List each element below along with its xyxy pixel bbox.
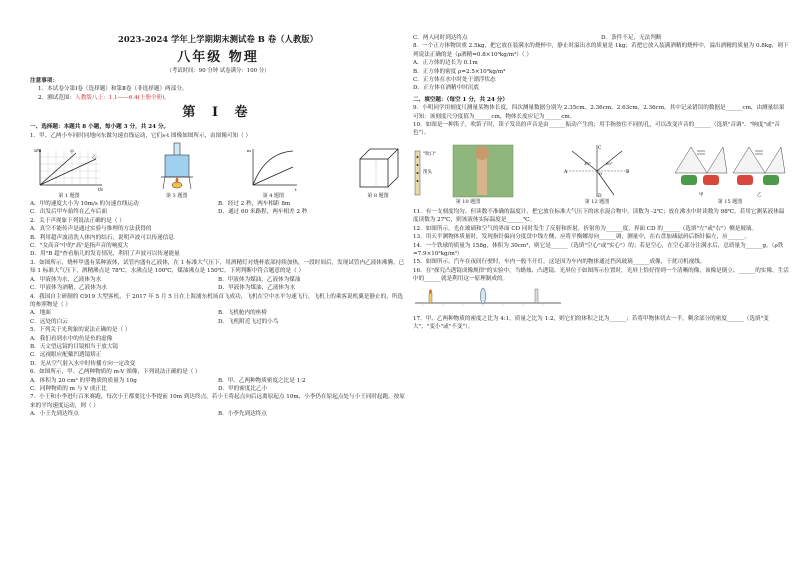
axis-m-label: m	[247, 148, 252, 154]
volume-title: 第 Ⅰ 卷	[182, 105, 254, 121]
note-2-scope: 人教版八上：1.1——6.4(上册全册)	[75, 94, 165, 101]
q6-option-b: B．甲、乙两种物质密度之比是 1:2	[218, 377, 306, 384]
light-screen	[535, 289, 538, 303]
figure-8-caption: 第 8 题图	[367, 193, 389, 200]
figure-row-2	[413, 140, 789, 206]
grade-title: 八年级 物理	[177, 50, 259, 65]
line-yi	[40, 159, 96, 185]
label-chuikou: "吹口"	[423, 151, 437, 157]
question-2: 2．关于声现象下列说法正确的是（ ）	[30, 217, 125, 224]
figure-4-caption: 第 4 题图	[262, 193, 284, 200]
scene-yi-label: 乙	[757, 192, 762, 198]
question-11: 11．有一支刻度均匀、但读数不准确的温度计，把它放在标准大气压下的冰水混合物中，读数为 -2℃；放在沸水中时读数为 98℃。若用它测某液体温度读数为 27℃，则该液体实际温度是______℃。	[413, 208, 785, 224]
q5-option-b: B．天文望远镜的目镜相当于放大镜	[30, 343, 119, 350]
q6-options-row-2	[30, 385, 406, 393]
question-6: 6．如图所示，甲、乙两种物质的 m-V 图像，下列说法正确的是（ ）	[30, 369, 201, 376]
question-5: 5．下列关于光现象的说法正确的是（ ）	[30, 327, 131, 334]
q7-options-row-1	[30, 410, 406, 418]
q1-options-row-2	[30, 208, 406, 216]
q7-options-row-2	[413, 34, 789, 42]
figure-4	[245, 145, 301, 200]
series-jia-label: 甲	[70, 149, 74, 155]
q1-options-row-1	[30, 200, 406, 208]
q4-options-row-1	[30, 309, 406, 317]
q6-option-a: A．体积为 20 cm³ 的甲物质的质量为 10g	[30, 377, 137, 384]
st-graph	[30, 145, 108, 193]
q3-option-b: B．甲液体为煤油，乙液体为煤油	[218, 276, 301, 283]
q3-options-row-1	[30, 276, 406, 284]
question-16: 16．在"探究凸透镜成像规律"的实验中，当蜡烛、凸透镜、光屏位于如图所示位置时，光屏上恰好得到一个清晰的像，该像是倒立、______的实像，生活中的______就是利用这一原理制成的。	[413, 267, 789, 283]
point-c: C	[598, 145, 602, 151]
figure-8	[350, 143, 406, 200]
scene-jia	[675, 147, 727, 198]
q2-option-a: A．真空不能传声是通过实验与推理的方法获得的	[30, 226, 152, 233]
q1-option-a: A．甲的速度大小为 10m/s 的匀速直线运动	[30, 201, 139, 208]
cube-drawing	[350, 143, 406, 193]
figure-12	[562, 143, 632, 206]
exam-meta: （考试时间：90 分钟 试卷满分：100 分）	[166, 68, 270, 74]
angle-30: 30°	[584, 160, 591, 166]
question-14: 14．一个铁球的质量为 158g，体积为 30cm³，则它是______（选填"空心"或"实心"）的；若是空心，在空心部分注满水后，总质量为______g。（ρ铁=7.9×10³kg/m³）	[413, 242, 784, 257]
question-7: 7．小王和小李进行百米赛跑，每次小王都要比小李提前 10m 到达终点，若小王将起点向后远离原起点 10m，小李仍在原起点处与小王同时起跑，按原来的平均速度运动，则（ ）	[30, 394, 405, 409]
q8-option-a: A．正方体的边长为 0.1m	[413, 60, 478, 67]
section-1-heading: 一、选择题：本题共 8 小题，每小题 3 分，共 24 分。	[30, 124, 170, 131]
label-ditou: 笛头	[423, 169, 432, 175]
question-8: 8．一个正方体物块重 2.5kg，把它放在装满水的烧杯中，静止时溢出水的质量是 1kg；若把它放入装满酒精的烧杯中，溢出酒精的质量为 0.8kg，则下列说法正确的是（ρ酒精=0.8×10³kg/m³）（ ）	[413, 43, 789, 58]
q2-option-b: B．利用超声波清洗人体内的结石，说明声波可以传递信息	[30, 234, 174, 241]
question-15: 15．如图所示，汽车在夜间行驶时，车内一般不开灯，这是因为车内的物体通过挡风玻璃______成像，干扰司机视线。	[413, 259, 706, 266]
question-1: 1．甲、乙两小车同时同地向东做匀速直线运动，它们s-t 图像如图所示，由图像可知（ ）	[30, 132, 252, 139]
figure-15-caption: 第 15 题图	[717, 198, 743, 205]
figure-3-caption: 第 3 题图	[165, 193, 188, 200]
q7-option-a: A．小王先到达终点	[30, 411, 79, 418]
lens-figure	[413, 287, 789, 312]
q5-option-a: A．我们看到水中的鱼是鱼的虚像	[30, 335, 113, 342]
right-column	[413, 34, 789, 332]
q7-option-c: C．两人同时到达终点	[413, 35, 468, 41]
exam-title: 2023-2024 学年上学期期末测试卷 B 卷（人教版）	[118, 34, 318, 44]
note-2	[30, 94, 406, 102]
q5-option-d: D．光从空气射入水中时传播方向一定改变	[30, 360, 136, 367]
q6-option-d: D．甲的密度比乙小	[218, 385, 268, 392]
figure-row-1	[30, 142, 406, 200]
note-2-suffix: 。	[164, 94, 171, 101]
question-10: 10．如图是一种笛子，吹笛子时，笛子发出的声音是由______振动产生的；用手指按住不同的孔，可以改变声音的______（选填"音调"、"响度"或"音色"）。	[413, 122, 780, 137]
question-17: 17．甲、乙两种物质的密度之比为 4:1，质量之比为 1:2，则它们的体积之比为______；若将甲物体切去一半，剩余部分的密度______（选填"变大"、"变小"或"不变"）。	[413, 315, 769, 331]
optical-bench	[413, 287, 563, 309]
q8-option-d: D．正方体在酒精中时沉底	[413, 85, 480, 92]
figure-3	[157, 141, 197, 200]
q5-option-c: C．远视眼应配戴凹透镜矫正	[30, 352, 102, 359]
line-jia	[40, 153, 76, 185]
q1-option-c: C．出发后甲车始终在乙车后面	[30, 209, 107, 216]
q3-option-d: D．甲液体为煤油，乙液体为水	[218, 285, 296, 292]
question-4: 4．我国自主研制的 C919 大型客机，于 2017 年 5 月 5 日在上海浦东机场首飞成功，飞机在空中水平匀速飞行，飞机上的乘客说机翼是静止的，所选的参照物是（ ）	[30, 293, 403, 308]
question-3: 3．如图所示，烧杯甲盛有某种液体，试管内盛有乙液体，在 1 标准大气压下，用酒精灯对烧杯底部持续加热，一段时间后，发现试管内乙液体沸腾。已知 1 标准大气压下，酒精沸点是 78℃，水沸点是 100℃，煤油沸点是 150℃。下列判断中符合题意的是（ ）	[30, 259, 405, 275]
q3-option-c: C．甲液体为酒精，乙液体为水	[30, 285, 107, 292]
axis-t-label: t/s	[98, 187, 103, 193]
point-d: D	[598, 193, 602, 199]
point-b: B	[626, 169, 630, 175]
q4-option-c: C．远处的白云	[30, 318, 68, 325]
section-2-heading: 二、填空题：（每空 1 分，共 24 分）	[413, 96, 508, 103]
q4-option-b: B．飞机舱内的座椅	[218, 310, 267, 317]
axis-t2-label: t	[295, 187, 297, 193]
figure-1	[30, 145, 108, 200]
convex-lens	[481, 288, 486, 304]
q7-option-b: B．小李先到达终点	[218, 411, 267, 418]
q2-option-d: D．用"B 超"查看胎儿的发育情况，利用了声波可以传递能量	[30, 251, 180, 258]
mv-graph	[245, 145, 301, 193]
note-2-prefix: 2．测试范围：	[38, 94, 76, 101]
question-13: 13．用天平测物体质量时，发现指针偏向分度盘中线左侧，应将平衡螺母向______调；测量中，在右盘加减砝码后指针偏左，应______。	[413, 234, 751, 241]
q8-option-c: C．正方体在水中时处于漂浮状态	[413, 77, 496, 84]
question-9: 9．小明同学用刻度尺测量某物体长度，四次测量数据分别为 2.35cm、2.36cm、2.63cm、2.36cm，其中记录错误的数据是______cm，由测量结果可知：该刻度尺分度值为______cm，物体长度应记为______cm。	[413, 105, 785, 120]
q2-option-c: C．"女高音"中的"高"是指声音的响度大	[30, 243, 129, 250]
figure-12-caption: 第 12 题图	[584, 198, 610, 205]
q6-options-row-1	[30, 377, 406, 385]
notes-heading: 注意事项：	[30, 78, 58, 84]
q3-option-a: A．甲液体为水，乙液体为水	[30, 276, 102, 283]
q3-options-row-2	[30, 284, 406, 292]
flute-figure	[413, 143, 523, 199]
q4-options-row-2	[30, 318, 406, 326]
scene-jia-label: 甲	[699, 192, 704, 198]
q8-option-b: B．正方体的密度 ρ=2.5×10³kg/m³	[413, 68, 506, 75]
point-a: A	[564, 169, 568, 175]
refraction-figure	[562, 143, 632, 199]
left-column	[30, 34, 406, 419]
angle-60: 60°	[606, 160, 613, 166]
figure-10-caption: 第 10 题图	[455, 198, 481, 205]
figure-15	[671, 143, 789, 206]
q1-option-d: D．通过 60 米路程，两车相差 2 秒	[218, 209, 308, 216]
point-o: O	[599, 170, 603, 176]
candle	[429, 293, 432, 303]
figure-10	[413, 143, 523, 206]
scene-yi	[733, 147, 785, 198]
q4-option-a: A．地面	[30, 310, 51, 317]
note-1: 1．本试卷分第Ⅰ卷（选择题）和第Ⅱ卷（非选择题）两部分。	[38, 86, 188, 93]
axis-s-label: s/m	[34, 148, 42, 154]
windshield-figure	[671, 143, 789, 199]
beaker-apparatus	[157, 141, 197, 193]
series-yi-label: 乙	[92, 154, 96, 160]
question-12: 12．如图所示，光在玻璃和空气的界面 CD 同时发生了反射和折射，折射角为______度，界面 CD 的______（选填"左"或"右"）侧是玻璃。	[413, 225, 758, 232]
q6-option-c: C．同种物质的 m 与 V 成正比	[30, 385, 107, 392]
figure-1-caption: 第 1 题图	[58, 193, 80, 200]
q7-option-d: D．条件不足，无法判断	[601, 35, 662, 41]
q1-option-b: B．经过 2 秒，两车相距 8m	[218, 201, 291, 208]
q4-option-d: D．飞机附近飞过的小鸟	[218, 318, 279, 325]
